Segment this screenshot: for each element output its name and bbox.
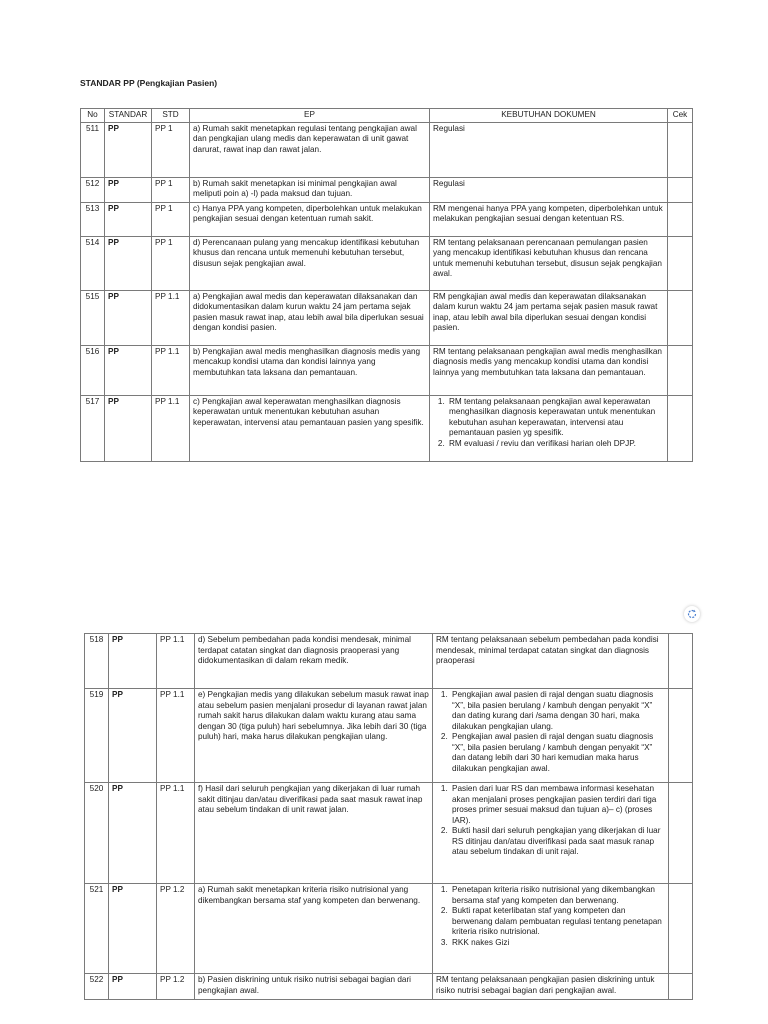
- document-need: 2. Pengkajian awal pasien di rajal dengan suatu diagnosis “X”, bila pasien berulang / kambuh dengan penyakit “X” dan datang lebih dari 30 hari kemudian maka harus dilakukan pengkajian awal.: [450, 732, 665, 774]
- table-row: [85, 974, 693, 1000]
- document-need: 2. Bukti hasil dari seluruh pengkajian yang dikerjakan di luar RS ditinjau dan/atau diverifikasi pada saat masuk ranap atau sebelum tindakan di unit rajal.: [450, 826, 665, 858]
- document-need: 2. RM evaluasi / reviu dan verifikasi harian oleh DPJP.: [447, 439, 664, 450]
- table-row: [81, 395, 693, 461]
- row-standar: PP: [105, 177, 152, 202]
- row-std-code: PP 1.1: [152, 395, 190, 461]
- table-row: [85, 689, 693, 783]
- row-number: 513: [81, 202, 105, 236]
- row-kebutuhan-dokumen: [430, 236, 668, 290]
- row-number: 511: [81, 122, 105, 177]
- row-number: 522: [85, 974, 109, 1000]
- document-needs-list: [436, 690, 665, 774]
- document-need: RM pengkajian awal medis dan keperawatan dilaksanakan dalam kurun waktu 24 jam pertama sejak pasien masuk rawat inap, atau lebih awal bila diperlukan sesuai dengan kondisi pasien.: [433, 291, 658, 332]
- table-body: [81, 122, 693, 461]
- document-needs-list: [436, 784, 665, 858]
- row-std-code: PP 1.2: [157, 884, 195, 974]
- row-number: 514: [81, 236, 105, 290]
- row-ep-text: d) Perencanaan pulang yang mencakup identifikasi kebutuhan khusus dan rencana untuk memenuhi kebutuhan tersebut, disusun sejak pengkajian awal.: [190, 236, 430, 290]
- row-standar: PP: [105, 345, 152, 395]
- row-ep-text: d) Sebelum pembedahan pada kondisi mendesak, minimal terdapat catatan singkat dan diagnosis praoperasi yang didokumentasikan di dalam rekam medik.: [195, 634, 433, 689]
- row-standar: PP: [105, 122, 152, 177]
- row-standar: PP: [109, 884, 157, 974]
- row-kebutuhan-dokumen: [433, 634, 669, 689]
- document-title: STANDAR PP (Pengkajian Pasien): [80, 78, 218, 88]
- row-std-code: PP 1: [152, 236, 190, 290]
- table-row: [81, 290, 693, 345]
- row-std-code: PP 1.1: [152, 290, 190, 345]
- table-row: [81, 236, 693, 290]
- row-number: 520: [85, 783, 109, 884]
- row-cek-checkbox: [669, 689, 693, 783]
- row-std-code: PP 1.1: [157, 634, 195, 689]
- table-row: [81, 122, 693, 177]
- row-kebutuhan-dokumen: [430, 122, 668, 177]
- table-row: [85, 634, 693, 689]
- row-ep-text: c) Hanya PPA yang kompeten, diperbolehkan untuk melakukan pengkajian sesuai dengan ketentuan rumah sakit.: [190, 202, 430, 236]
- document-need: RM tentang pelaksanaan perencanaan pemulangan pasien yang mencakup identifikasi kebutuhan khusus dan rencana untuk memenuhi kebutuhan tersebut, disusun sejak pengkajian awal.: [433, 237, 662, 278]
- document-need: 3. RKK nakes Gizi: [450, 938, 665, 949]
- row-kebutuhan-dokumen: [430, 177, 668, 202]
- refresh-icon[interactable]: [684, 606, 700, 622]
- row-std-code: PP 1: [152, 177, 190, 202]
- row-number: 517: [81, 395, 105, 461]
- row-std-code: PP 1.1: [157, 783, 195, 884]
- document-need: 1. RM tentang pelaksanaan pengkajian awal keperawatan menghasilkan diagnosis keperawatan untuk menentukan kebutuhan asuhan keperawatan, intervensi atau pemantauan pasien yg spesifik.: [447, 397, 664, 439]
- row-number: 515: [81, 290, 105, 345]
- row-cek-checkbox: [668, 345, 693, 395]
- table-row: [81, 177, 693, 202]
- row-standar: PP: [109, 689, 157, 783]
- row-kebutuhan-dokumen: [433, 974, 669, 1000]
- row-ep-text: b) Rumah sakit menetapkan isi minimal pengkajian awal meliputi poin a) -l) pada maksud dan tujuan.: [190, 177, 430, 202]
- header-std: STD: [152, 109, 190, 123]
- row-ep-text: f) Hasil dari seluruh pengkajian yang dikerjakan di luar rumah sakit ditinjau dan/atau diverifikasi pada saat masuk rawat inap atau sebelum tindakan di unit rawat jalan.: [195, 783, 433, 884]
- row-kebutuhan-dokumen: [433, 884, 669, 974]
- document-need: 2. Bukti rapat keterlibatan staf yang kompeten dan berwenang dalam pembuatan regulasi tentang penetapan kriteria risiko nutrisional.: [450, 906, 665, 938]
- row-kebutuhan-dokumen: [430, 345, 668, 395]
- document-needs-list: [436, 885, 665, 948]
- row-ep-text: c) Pengkajian awal keperawatan menghasilkan diagnosis keperawatan untuk menentukan kebutuhan asuhan keperawatan, intervensi atau pemantauan pasien yang spesifik.: [190, 395, 430, 461]
- document-needs-list: [433, 397, 664, 450]
- table-row: [85, 783, 693, 884]
- row-cek-checkbox: [668, 236, 693, 290]
- row-std-code: PP 1: [152, 202, 190, 236]
- row-cek-checkbox: [668, 290, 693, 345]
- document-need: RM tentang pelaksanaan sebelum pembedahan pada kondisi mendesak, minimal terdapat catatan singkat dan diagnosis praoperasi: [436, 635, 659, 665]
- row-standar: PP: [105, 395, 152, 461]
- table-row: [81, 345, 693, 395]
- document-need: RM tentang pelaksanaan pengkajian awal medis menghasilkan diagnosis medis yang mencakup kondisi utama dan kondisi lainnya yang membutuhkan tata laksana dan pemantauan.: [433, 346, 662, 377]
- row-ep-text: b) Pengkajian awal medis menghasilkan diagnosis medis yang mencakup kondisi utama dan kondisi lainnya yang membutuhkan tata laksana dan pemantauan.: [190, 345, 430, 395]
- row-ep-text: a) Rumah sakit menetapkan kriteria risiko nutrisional yang dikembangkan bersama staf yang kompeten dan berwenang.: [195, 884, 433, 974]
- standards-table-page-1: [80, 108, 693, 462]
- row-standar: PP: [109, 634, 157, 689]
- row-std-code: PP 1.1: [157, 689, 195, 783]
- row-kebutuhan-dokumen: [430, 290, 668, 345]
- row-std-code: PP 1.1: [152, 345, 190, 395]
- row-ep-text: a) Pengkajian awal medis dan keperawatan dilaksanakan dan didokumentasikan dalam kurun waktu 24 jam pertama sejak pasien masuk rawat inap, atau lebih awal bila diperlukan sesuai dengan kondisi pasien.: [190, 290, 430, 345]
- table-header-row: [81, 109, 693, 123]
- header-standar: STANDAR: [105, 109, 152, 123]
- document-need: RM mengenai hanya PPA yang kompeten, diperbolehkan untuk melakukan pengkajian sesuai dengan ketentuan RS.: [433, 203, 663, 223]
- document-need: 1. Pasien dari luar RS dan membawa informasi kesehatan akan menjalani proses pengkajian pasien terdiri dari tiga proses primer sesuai maksud dan tujuan a)– c) (proses IAR).: [450, 784, 665, 826]
- row-std-code: PP 1.2: [157, 974, 195, 1000]
- row-kebutuhan-dokumen: [430, 202, 668, 236]
- header-no: No: [81, 109, 105, 123]
- row-std-code: PP 1: [152, 122, 190, 177]
- document-need: RM tentang pelaksanaan pengkajian pasien diskrining untuk risiko nutrisi sebagai bagian dari pengkajian awal.: [436, 975, 655, 995]
- row-kebutuhan-dokumen: [430, 395, 668, 461]
- row-standar: PP: [109, 783, 157, 884]
- row-standar: PP: [109, 974, 157, 1000]
- header-kebutuhan-dokumen: KEBUTUHAN DOKUMEN: [430, 109, 668, 123]
- row-cek-checkbox: [668, 202, 693, 236]
- row-cek-checkbox: [669, 884, 693, 974]
- row-ep-text: e) Pengkajian medis yang dilakukan sebelum masuk rawat inap atau sebelum pasien menjalani prosedur di layanan rawat jalan rumah sakit harus dilakukan dalam waktu kurang atau sama dengan 30 (tiga puluh) hari sebelumnya. Jika lebih dari 30 (tiga puluh) hari, maka harus dilakukan pengkajian ulang.: [195, 689, 433, 783]
- row-standar: PP: [105, 236, 152, 290]
- row-number: 519: [85, 689, 109, 783]
- row-number: 512: [81, 177, 105, 202]
- row-ep-text: a) Rumah sakit menetapkan regulasi tentang pengkajian awal dan pengkajian ulang medis dan keperawatan di unit gawat darurat, rawat inap dan rawat jalan.: [190, 122, 430, 177]
- row-number: 521: [85, 884, 109, 974]
- table-body: [85, 634, 693, 1000]
- header-ep: EP: [190, 109, 430, 123]
- document-need: Regulasi: [433, 123, 465, 133]
- row-kebutuhan-dokumen: [433, 689, 669, 783]
- row-standar: PP: [105, 290, 152, 345]
- row-cek-checkbox: [668, 395, 693, 461]
- row-standar: PP: [105, 202, 152, 236]
- row-cek-checkbox: [669, 783, 693, 884]
- row-cek-checkbox: [669, 634, 693, 689]
- row-ep-text: b) Pasien diskrining untuk risiko nutrisi sebagai bagian dari pengkajian awal.: [195, 974, 433, 1000]
- table-row: [81, 202, 693, 236]
- document-need: Regulasi: [433, 178, 465, 188]
- document-need: 1. Pengkajian awal pasien di rajal dengan suatu diagnosis “X”, bila pasien berulang / kambuh dengan penyakit “X” dan dating kurang dari /sama dengan 30 hari, maka dilakukan pengkajian ulang.: [450, 690, 665, 732]
- row-cek-checkbox: [668, 122, 693, 177]
- row-number: 518: [85, 634, 109, 689]
- table-row: [85, 884, 693, 974]
- row-kebutuhan-dokumen: [433, 783, 669, 884]
- row-cek-checkbox: [668, 177, 693, 202]
- header-cek: Cek: [668, 109, 693, 123]
- document-need: 1. Penetapan kriteria risiko nutrisional yang dikembangkan bersama staf yang kompeten dan berwenang.: [450, 885, 665, 906]
- row-cek-checkbox: [669, 974, 693, 1000]
- row-number: 516: [81, 345, 105, 395]
- standards-table-page-2: [84, 633, 693, 1000]
